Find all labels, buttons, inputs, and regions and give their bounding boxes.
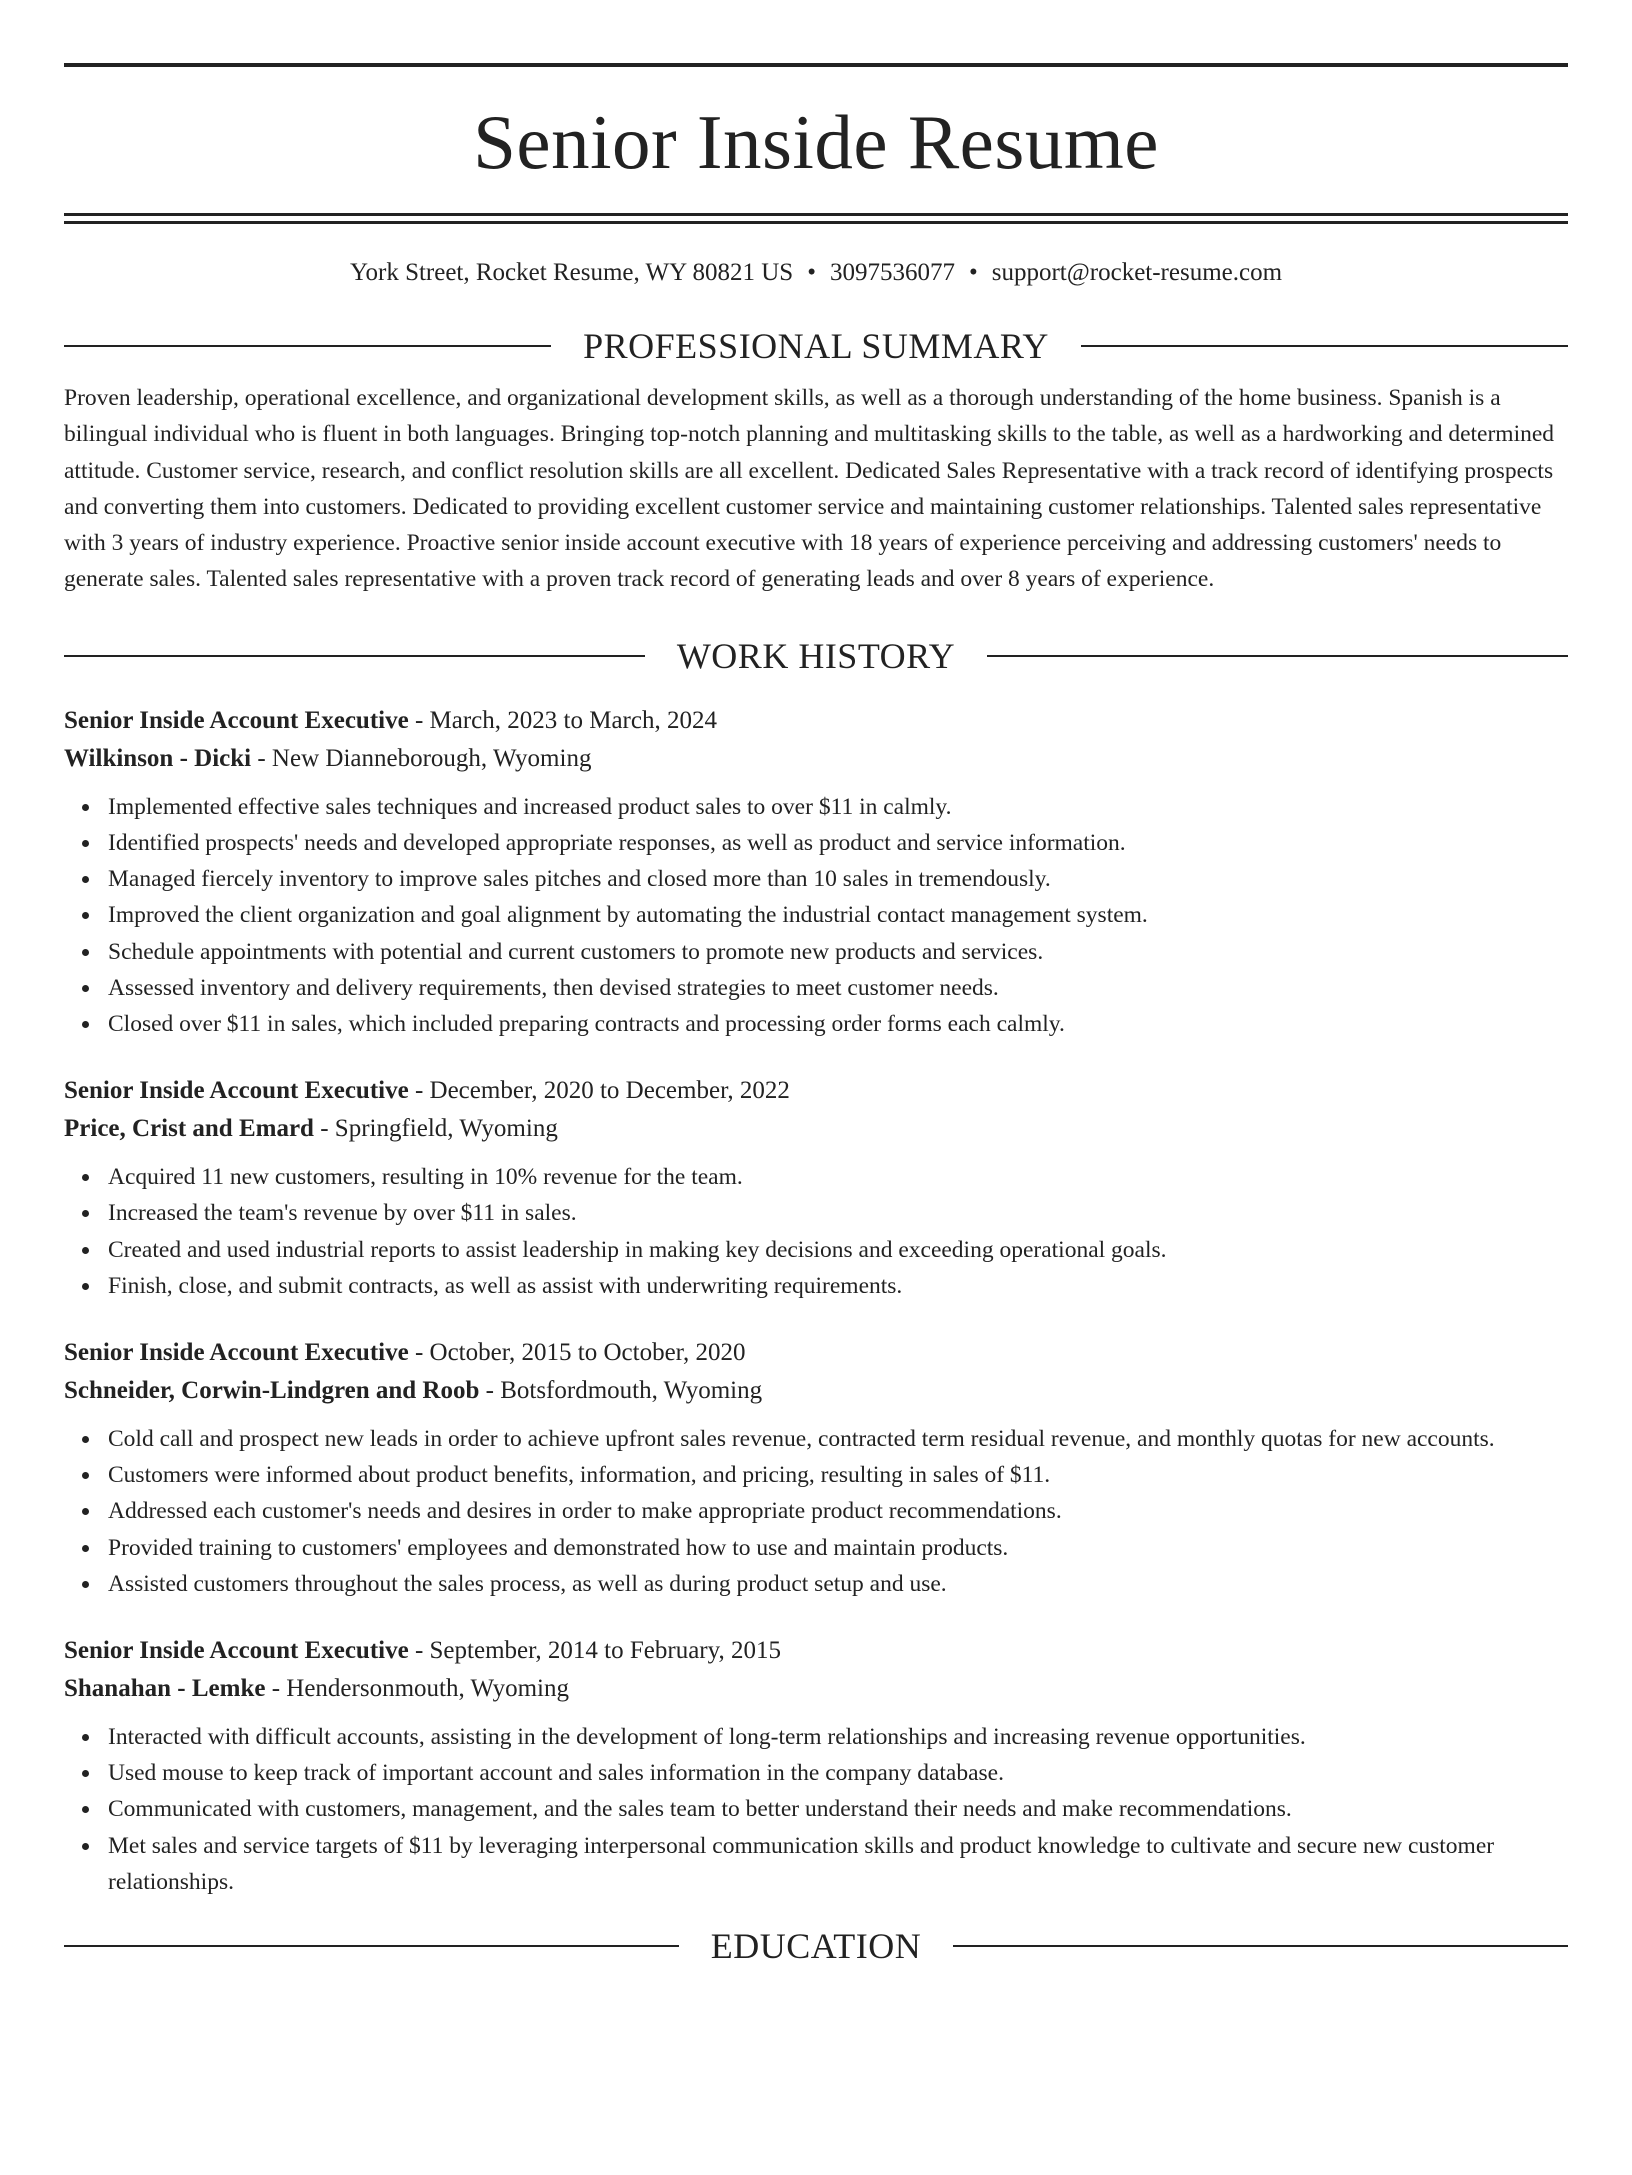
job-dates: - March, 2023 to March, 2024: [408, 706, 717, 734]
job-bullet: Cold call and prospect new leads in order to achieve upfront sales revenue, contracted term residual revenue, and monthly quotas for new accounts.: [108, 1421, 1568, 1457]
job-location: - New Dianneborough, Wyoming: [251, 744, 592, 772]
title-rule-upper: [64, 213, 1568, 216]
job-title: Senior Inside Account Executive: [64, 1339, 409, 1367]
heading-rule-right: [1081, 345, 1568, 347]
job-bullet: Finish, close, and submit contracts, as well as assist with underwriting requirements.: [108, 1268, 1568, 1304]
job-bullets: [64, 1719, 1568, 1900]
heading-rule-left: [64, 655, 645, 657]
job-bullets: [64, 1421, 1568, 1602]
job-bullet: Identified prospects' needs and developed appropriate responses, as well as product and service information.: [108, 825, 1568, 861]
job-location: - Springfield, Wyoming: [313, 1115, 558, 1143]
contact-line: [64, 258, 1568, 288]
job-bullet: Interacted with difficult accounts, assisting in the development of long-term relationships and increasing revenue opportunities.: [108, 1719, 1568, 1755]
education-heading: [64, 1924, 1568, 1968]
job-company-line: [64, 1110, 1568, 1148]
job-company-line: [64, 1670, 1568, 1708]
job-bullets: [64, 789, 1568, 1042]
job-bullet: Acquired 11 new customers, resulting in 10% revenue for the team.: [108, 1159, 1568, 1195]
job-bullet: Improved the client organization and goal alignment by automating the industrial contact management system.: [108, 897, 1568, 933]
job-bullet: Used mouse to keep track of important account and sales information in the company database.: [108, 1755, 1568, 1791]
heading-rule-right: [953, 1945, 1568, 1947]
resume-title: Senior Inside Resume: [473, 99, 1159, 185]
job-company: Wilkinson - Dicki: [64, 744, 252, 772]
heading-rule-left: [64, 345, 551, 347]
job-entry: [64, 1334, 1568, 1602]
job-company: Shanahan - Lemke: [64, 1675, 266, 1703]
job-location: - Botsfordmouth, Wyoming: [479, 1377, 763, 1405]
title-rule-lower: [64, 221, 1568, 224]
job-dates: - October, 2015 to October, 2020: [408, 1339, 746, 1367]
job-bullet: Assessed inventory and delivery requirements, then devised strategies to meet customer needs.: [108, 970, 1568, 1006]
job-company-line: [64, 740, 1568, 778]
job-bullet: Addressed each customer's needs and desires in order to make appropriate product recommendations.: [108, 1493, 1568, 1529]
job-bullets: [64, 1159, 1568, 1304]
job-title: Senior Inside Account Executive: [64, 706, 409, 734]
work-history-heading: [64, 634, 1568, 678]
job-bullet: Managed fiercely inventory to improve sales pitches and closed more than 10 sales in tremendously.: [108, 861, 1568, 897]
job-entry: [64, 702, 1568, 1042]
job-bullet: Created and used industrial reports to assist leadership in making key decisions and exceeding operational goals.: [108, 1232, 1568, 1268]
job-title-line: [64, 1072, 1568, 1110]
summary-heading-label: PROFESSIONAL SUMMARY: [583, 326, 1049, 366]
job-company: Schneider, Corwin-Lindgren and Roob: [64, 1377, 480, 1405]
job-title-line: [64, 1632, 1568, 1670]
top-rule: [64, 63, 1568, 67]
job-title-line: [64, 1334, 1568, 1372]
job-bullet: Increased the team's revenue by over $11 in sales.: [108, 1195, 1568, 1231]
job-entry: [64, 1072, 1568, 1304]
job-bullet: Assisted customers throughout the sales process, as well as during product setup and use.: [108, 1566, 1568, 1602]
contact-email: support@rocket-resume.com: [991, 259, 1283, 286]
job-company: Price, Crist and Emard: [64, 1115, 314, 1143]
job-location: - Hendersonmouth, Wyoming: [265, 1675, 570, 1703]
work-history-list: [64, 702, 1568, 1900]
contact-address: York Street, Rocket Resume, WY 80821 US: [349, 259, 794, 286]
heading-rule-right: [987, 655, 1568, 657]
job-bullet: Implemented effective sales techniques and increased product sales to over $11 in calmly.: [108, 789, 1568, 825]
job-company-line: [64, 1372, 1568, 1410]
education-heading-label: EDUCATION: [710, 1926, 922, 1967]
contact-phone: 3097536077: [829, 259, 955, 286]
job-bullet: Met sales and service targets of $11 by leveraging interpersonal communication skills and product knowledge to cultivate and secure new customer relationships.: [108, 1828, 1568, 1900]
job-dates: - September, 2014 to February, 2015: [408, 1637, 782, 1665]
job-bullet: Schedule appointments with potential and current customers to promote new products and services.: [108, 934, 1568, 970]
job-bullet: Customers were informed about product benefits, information, and pricing, resulting in sales of $11.: [108, 1457, 1568, 1493]
summary-heading: [64, 324, 1568, 368]
job-dates: - December, 2020 to December, 2022: [408, 1077, 790, 1105]
contact-separator: •: [968, 259, 978, 286]
contact-separator: •: [807, 259, 816, 286]
resume-page: [0, 63, 1632, 2175]
job-bullet: Communicated with customers, management, and the sales team to better understand their needs and make recommendations.: [108, 1791, 1568, 1827]
job-bullet: Provided training to customers' employees and demonstrated how to use and maintain products.: [108, 1530, 1568, 1566]
job-bullet: Closed over $11 in sales, which included preparing contracts and processing order forms each calmly.: [108, 1006, 1568, 1042]
job-entry: [64, 1632, 1568, 1900]
job-title: Senior Inside Account Executive: [64, 1637, 409, 1665]
heading-rule-left: [64, 1945, 679, 1947]
summary-text: Proven leadership, operational excellence, and organizational development skills, as well as a thorough understanding of the home business. Spanish is a bilingual individual who is fluent in both languages. Bringing top-notch planning and multitasking skills to the table, as well as a hardworking and determined attitude. Customer service, research, and conflict resolution skills are all excellent. Dedicated Sales Representative with a track record of identifying prospects and converting them into customers. Dedicated to providing excellent customer service and maintaining customer relationships. Talented sales representative with 3 years of industry experience. Proactive senior inside account executive with 18 years of experience perceiving and addressing customers' needs to generate sales. Talented sales representative with a proven track record of generating leads and over 8 years of experience.: [64, 385, 1555, 593]
work-history-heading-label: WORK HISTORY: [676, 635, 956, 676]
job-title: Senior Inside Account Executive: [64, 1077, 409, 1105]
job-title-line: [64, 702, 1568, 740]
